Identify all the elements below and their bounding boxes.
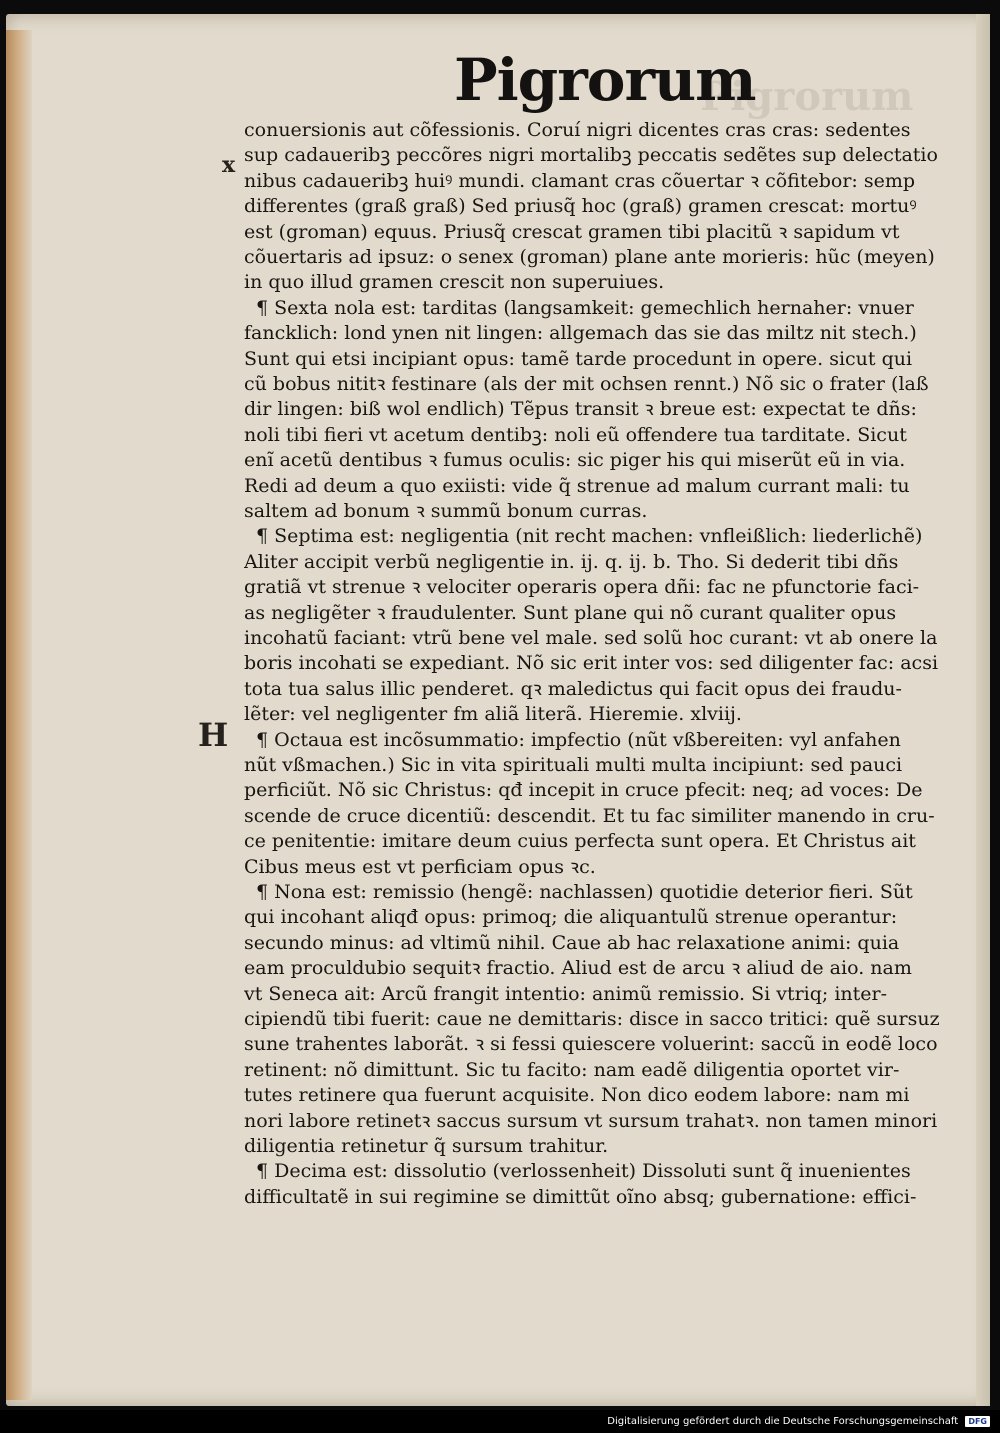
text-line: sup cadaueribꝫ peccõres nigri mortalibꝫ peccatis sedẽtes sup delectatio [244,144,938,166]
margin-mark-lower: H [198,716,229,754]
text-line: nũt vßmachen.) Sic in vita spirituali multi multa incipiunt: sed pauci [244,754,903,776]
footer-credit-text: Digitalisierung gefördert durch die Deutsche Forschungsgemeinschaft [607,1416,959,1427]
text-line: dir lingen: biß wol endlich) Tẽpus transit ꝛ breue est: expectat te dñs: [244,398,917,420]
text-line: ¶ Nona est: remissio (hengẽ: nachlassen) quotidie deterior fieri. Sũt [256,881,913,903]
text-line: fancklich: lond ynen nit lingen: allgemach das sie das miltz nit stech.) [244,322,917,344]
text-line: enĩ acetũ dentibus ꝛ fumus oculis: sic piger his qui miserũt eũ in via. [244,449,906,471]
text-line: differentes (graß graß) Sed priusq̃ hoc (graß) gramen crescat: mortuꝰ [244,195,917,217]
text-line: Sunt qui etsi incipiant opus: tamẽ tarde procedunt in opere. sicut qui [244,348,913,370]
text-line: ¶ Decima est: dissolutio (verlossenheit) Dissoluti sunt q̃ inuenientes [256,1160,911,1182]
text-line: gratiã vt strenue ꝛ velociter operaris opera dñi: fac ne pfunctorie faci- [244,576,920,598]
text-line: perficiũt. Nõ sic Christus: qđ incepit in cruce pfecit: neq; ad voces: De [244,779,923,801]
text-line: Aliter accipit verbũ negligentie in. ij. q. ij. b. Tho. Si dederit tibi dñs [244,551,899,573]
text-line: noli tibi fieri vt acetum dentibꝫ: noli eũ offendere tua tarditate. Sicut [244,424,907,446]
text-line: cõuertaris ad ipsuz: o senex (groman) plane ante morieris: hũc (meyen) [244,246,935,268]
margin-mark-upper: x [222,152,236,178]
text-line: incohatũ faciant: vtrũ bene vel male. sed solũ hoc curant: vt ab onere la [244,627,938,649]
text-line: difficultatẽ in sui regimine se dimittũt oĩno absq; gubernatione: effici- [244,1186,917,1208]
text-line: retinent: nõ dimittunt. Sic tu facito: nam eadẽ diligentia oportet vir- [244,1059,900,1081]
body-text [244,118,956,1208]
text-line: in quo illud gramen crescit non superuiues. [244,271,665,293]
text-line: ce penitentie: imitare deum cuius perfecta sunt opera. Et Christus ait [244,830,916,852]
text-line: ¶ Octaua est incõsummatio: impfectio (nũt vßbereiten: vyl anfahen [256,729,901,751]
text-line: qui incohant aliqđ opus: primoq; die aliquantulũ strenue operantur: [244,906,898,928]
text-line: est (groman) equus. Priusq̃ crescat gramen tibi placitũ ꝛ sapidum vt [244,221,900,243]
text-line: diligentia retinetur q̃ sursum trahitur. [244,1135,609,1157]
text-line: ¶ Septima est: negligentia (nit recht machen: vnfleißlich: liederlichẽ) [256,525,923,547]
text-line: tota tua salus illic penderet. qꝛ maledictus qui facit opus dei fraudu- [244,678,902,700]
text-line: cipiendũ tibi fuerit: caue ne demittaris: disce in sacco tritici: quẽ sursuz [244,1008,940,1030]
text-line: tutes retinere qua fuerunt acquisite. Non dico eodem labore: nam mi [244,1084,910,1106]
text-line: cũ bobus nititꝛ festinare (als der mit ochsen rennt.) Nõ sic o frater (laß [244,373,929,395]
dfg-logo-icon: DFG [965,1416,990,1427]
page-edge-right [976,14,990,1406]
text-line: nori labore retinetꝛ saccus sursum vt sursum trahatꝛ. non tamen minori [244,1110,938,1132]
text-line: secundo minus: ad vltimũ nihil. Caue ab hac relaxatione animi: quia [244,932,900,954]
text-line: lẽter: vel negligenter fm aliã literã. Hieremie. xlviij. [244,703,742,725]
text-line: scende de cruce dicentiũ: descendit. Et tu fac similiter manendo in cru- [244,805,935,827]
text-line: sune trahentes laborãt. ꝛ si fessi quiescere voluerint: saccũ in eodẽ loco [244,1033,938,1055]
text-line: nibus cadaueribꝫ huiꝰ mundi. clamant cras cõuertar ꝛ cõfitebor: semp [244,170,916,192]
text-line: ¶ Sexta nola est: tarditas (langsamkeit: gemechlich hernaher: vnuer [256,297,914,319]
footer-credit [540,1414,990,1430]
page-edge-left [6,30,32,1400]
text-line: conuersionis aut cõfessionis. Coruí nigri dicentes cras cras: sedentes [244,119,911,141]
text-line: Redi ad deum a quo exiisti: vide q̃ strenue ad malum currant mali: tu [244,475,910,497]
show-through-title: Pigrorum [700,73,914,120]
text-line: eam proculdubio sequitꝛ fractio. Aliud est de arcu ꝛ aliud de aio. nam [244,957,912,979]
text-line: saltem ad bonum ꝛ summũ bonum curras. [244,500,648,522]
text-line: Cibus meus est vt perficiam opus ꝛc. [244,856,596,878]
text-line: boris incohati se expediant. Nõ sic erit inter vos: sed diligenter fac: acsi [244,652,939,674]
text-line: as negligẽter ꝛ fraudulenter. Sunt plane qui nõ curant qualiter opus [244,602,897,624]
running-title: Pigrorum [454,46,756,114]
text-line: vt Seneca ait: Arcũ frangit intentio: animũ remissio. Si vtriq; inter- [244,983,888,1005]
